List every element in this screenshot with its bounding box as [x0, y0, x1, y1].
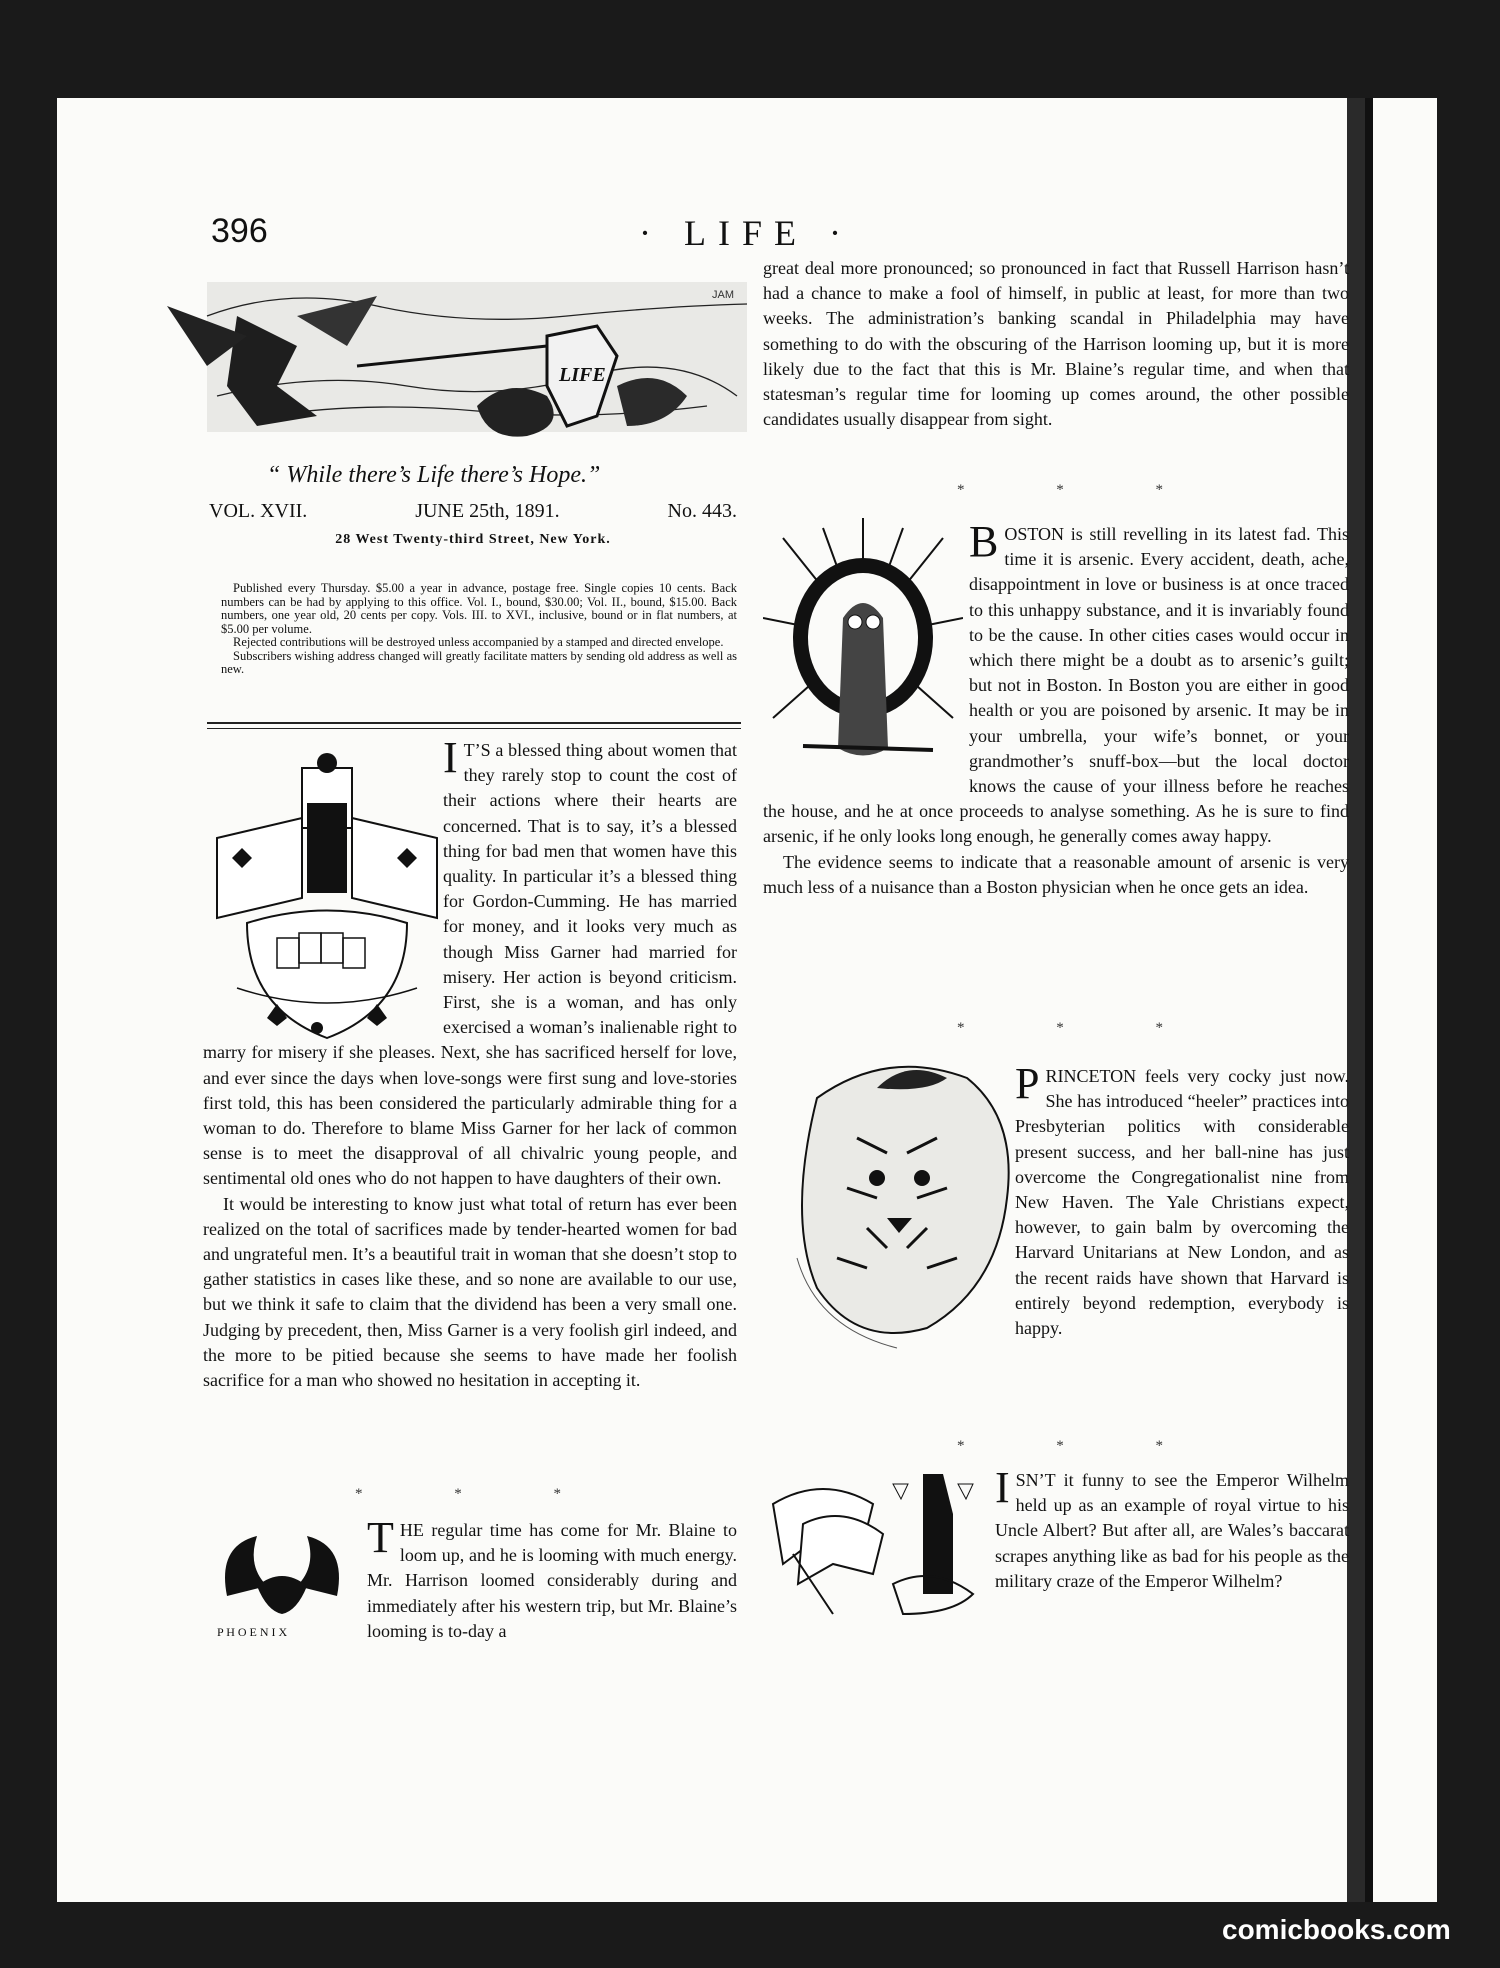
garner-paragraph-2: It would be interesting to know just what total of return has ever been realized on the total of sacrifices made by tender-hearted women for bad and ungrateful men. It’s a beautiful trait in woman that she doesn’t stop to gather statistics in cases like these, and so none are available to our use, but we think it safe to claim that the dividend has been a very small one. Judging by precedent, then, Miss Garner is a very foolish girl indeed, and the more to be pitied because she seems to have made her foolish sacrifice for a man who showed no hesitation in accepting it.: [203, 1193, 737, 1391]
header-rule-bottom: [207, 728, 741, 729]
masthead-title: · LIFE ·: [639, 213, 853, 253]
garner-paragraph-1: T’S a blessed thing about women that they rarely stop to count the cost of their actions where their hearts are concerned. That is to say, it’s a blessed thing for bad men that women have this quality. In particular it’s a blessed thing for Gordon-Cumming. He has married for money, and it looks very much as though Miss Garner had married for misery. Her action is beyond criticism. First, she is a woman, and has only exercised a woman’s inalienable right to marry for misery if she pleases. Next, she has sacrificed herself for love, and ever since the days when love-songs were first sung and love-stories first told, this has been considered the particularly admirable thing for a woman to do. Therefore to blame Miss Garner for her lack of common sense is to meet the disapproval of all chivalric young people, and sentimental old ones who do not happen to have daughters of their own.: [203, 740, 737, 1189]
shield-word: LIFE: [559, 364, 606, 386]
artist-signature: JAM: [712, 289, 734, 301]
issue-date: JUNE 25th, 1891.: [415, 500, 560, 522]
illustration-wrap-space: [763, 522, 969, 792]
publication-note-terms: Published every Thursday. $5.00 a year in advance, postage free. Single copies 10 cents. Back numbers can be had by applying to this office. Vol. I., bound, $30.00; Vol. II., bound, $15.00. Back numbers, one year old, 20 cents per copy. Vols. III. to XVI., inclusive, bound or in flat numbers, at $5.00 per volume.: [221, 581, 737, 636]
dropcap-b: B: [969, 517, 999, 566]
article-harrison-continued: [763, 256, 1349, 432]
dropcap-p: P: [1015, 1059, 1040, 1108]
publication-note-rejected: Rejected contributions will be destroyed unless accompanied by a stamped and directed envelope.: [233, 635, 724, 649]
dropcap-i: I: [995, 1463, 1010, 1512]
princeton-paragraph-1: RINCETON feels very cocky just now. She has introduced “heeler” practices into Presbyterian politics with considerable present success, and her ball-nine has just overcome the Congregationalist nine from New Haven. The Yale Christians expect, however, to gain balm by overcoming the Harvard Unitarians at New London, and as the recent raids have shown that Harvard is entirely beyond redemption, everybody is happy.: [1015, 1066, 1349, 1339]
motto: “ While there’s Life there’s Hope.”: [267, 462, 601, 488]
dropcap-i: I: [443, 733, 458, 782]
banner-illustration: [147, 276, 797, 448]
watermark: comicbooks.com: [1222, 1914, 1451, 1945]
volume-row: [209, 500, 737, 523]
office-address: 28 West Twenty-third Street, New York.: [335, 532, 611, 547]
magazine-page: [57, 98, 1437, 1902]
illustration-wrap-space: [763, 1064, 1015, 1366]
article-harrison: [367, 1513, 737, 1644]
publication-note-address: Subscribers wishing address changed will greatly facilitate matters by sending old address as well as new.: [221, 648, 737, 676]
illustration-wrap-space: [203, 738, 443, 1038]
wilhelm-paragraph-1: SN’T it funny to see the Emperor Wilhelm held up as an example of royal virtue to his Uncle Albert? But after all, are Wales’s baccarat scrapes anything like as bad for his people as the military craze of the Emperor Wilhelm?: [995, 1470, 1349, 1591]
article-boston: [763, 517, 1349, 900]
article-princeton: [763, 1059, 1349, 1366]
section-separator: * * *: [957, 482, 1207, 498]
page-number: 396: [211, 212, 268, 250]
harrison-paragraph-continued: great deal more pronounced; so pronounced in fact that Russell Harrison hasn’t had a chance to make a fool of himself, in public at least, for more than two weeks. The administration’s banking scandal in Philadelphia may have something to do with the obscuring of the Harrison looming up, but it is more likely due to the fact that this is Mr. Blaine’s regular time, and when that statesman’s regular time for looming up comes around, the other possible candidates usually disappear from sight.: [763, 258, 1349, 430]
publication-note: [221, 582, 737, 677]
boston-paragraph-2: The evidence seems to indicate that a reasonable amount of arsenic is very much less of a nuisance than a Boston physician when he once gets an idea.: [763, 851, 1349, 897]
section-separator: * * *: [957, 1020, 1207, 1036]
illustration-wrap-space: [763, 1468, 995, 1620]
section-separator: * * *: [355, 1486, 605, 1502]
phoenix-illustration: [207, 1526, 357, 1646]
dropcap-t: T: [367, 1513, 394, 1562]
article-wilhelm: [763, 1463, 1349, 1620]
boston-paragraph-1: OSTON is still revelling in its latest fad. This time it is arsenic. Every accident, death, ache, disappointment in love or business is at once traced to this unhappy substance, and it is invariably found to be the cause. In other cities cases would occur in which there might be a doubt as to arsenic’s guilt; but not in Boston. In Boston you are either in good health or you are poisoned by arsenic. It may be in your umbrella, your wife’s bonnet, or your grandmother’s snuff-box—but the local doctor knows the cause of your illness before he reaches the house, and he at once proceeds to analyse something. As he is sure to find arsenic, if he only looks long enough, he generally comes away happy.: [763, 524, 1349, 847]
harrison-paragraph-1: HE regular time has come for Mr. Blaine to loom up, and he is looming with much energy. Mr. Harrison loomed considerably during and immediately after his western trip, but Mr. Blaine’s looming is to-day a: [367, 1520, 737, 1641]
section-separator: * * *: [957, 1438, 1207, 1454]
volume-number: VOL. XVII.: [209, 500, 308, 522]
article-garner: [203, 733, 737, 1393]
header-rule-top: [207, 722, 741, 724]
facing-page-edge: [1365, 98, 1437, 1902]
phoenix-caption: P H O E N I X: [217, 1625, 288, 1639]
issue-number: No. 443.: [667, 500, 737, 522]
